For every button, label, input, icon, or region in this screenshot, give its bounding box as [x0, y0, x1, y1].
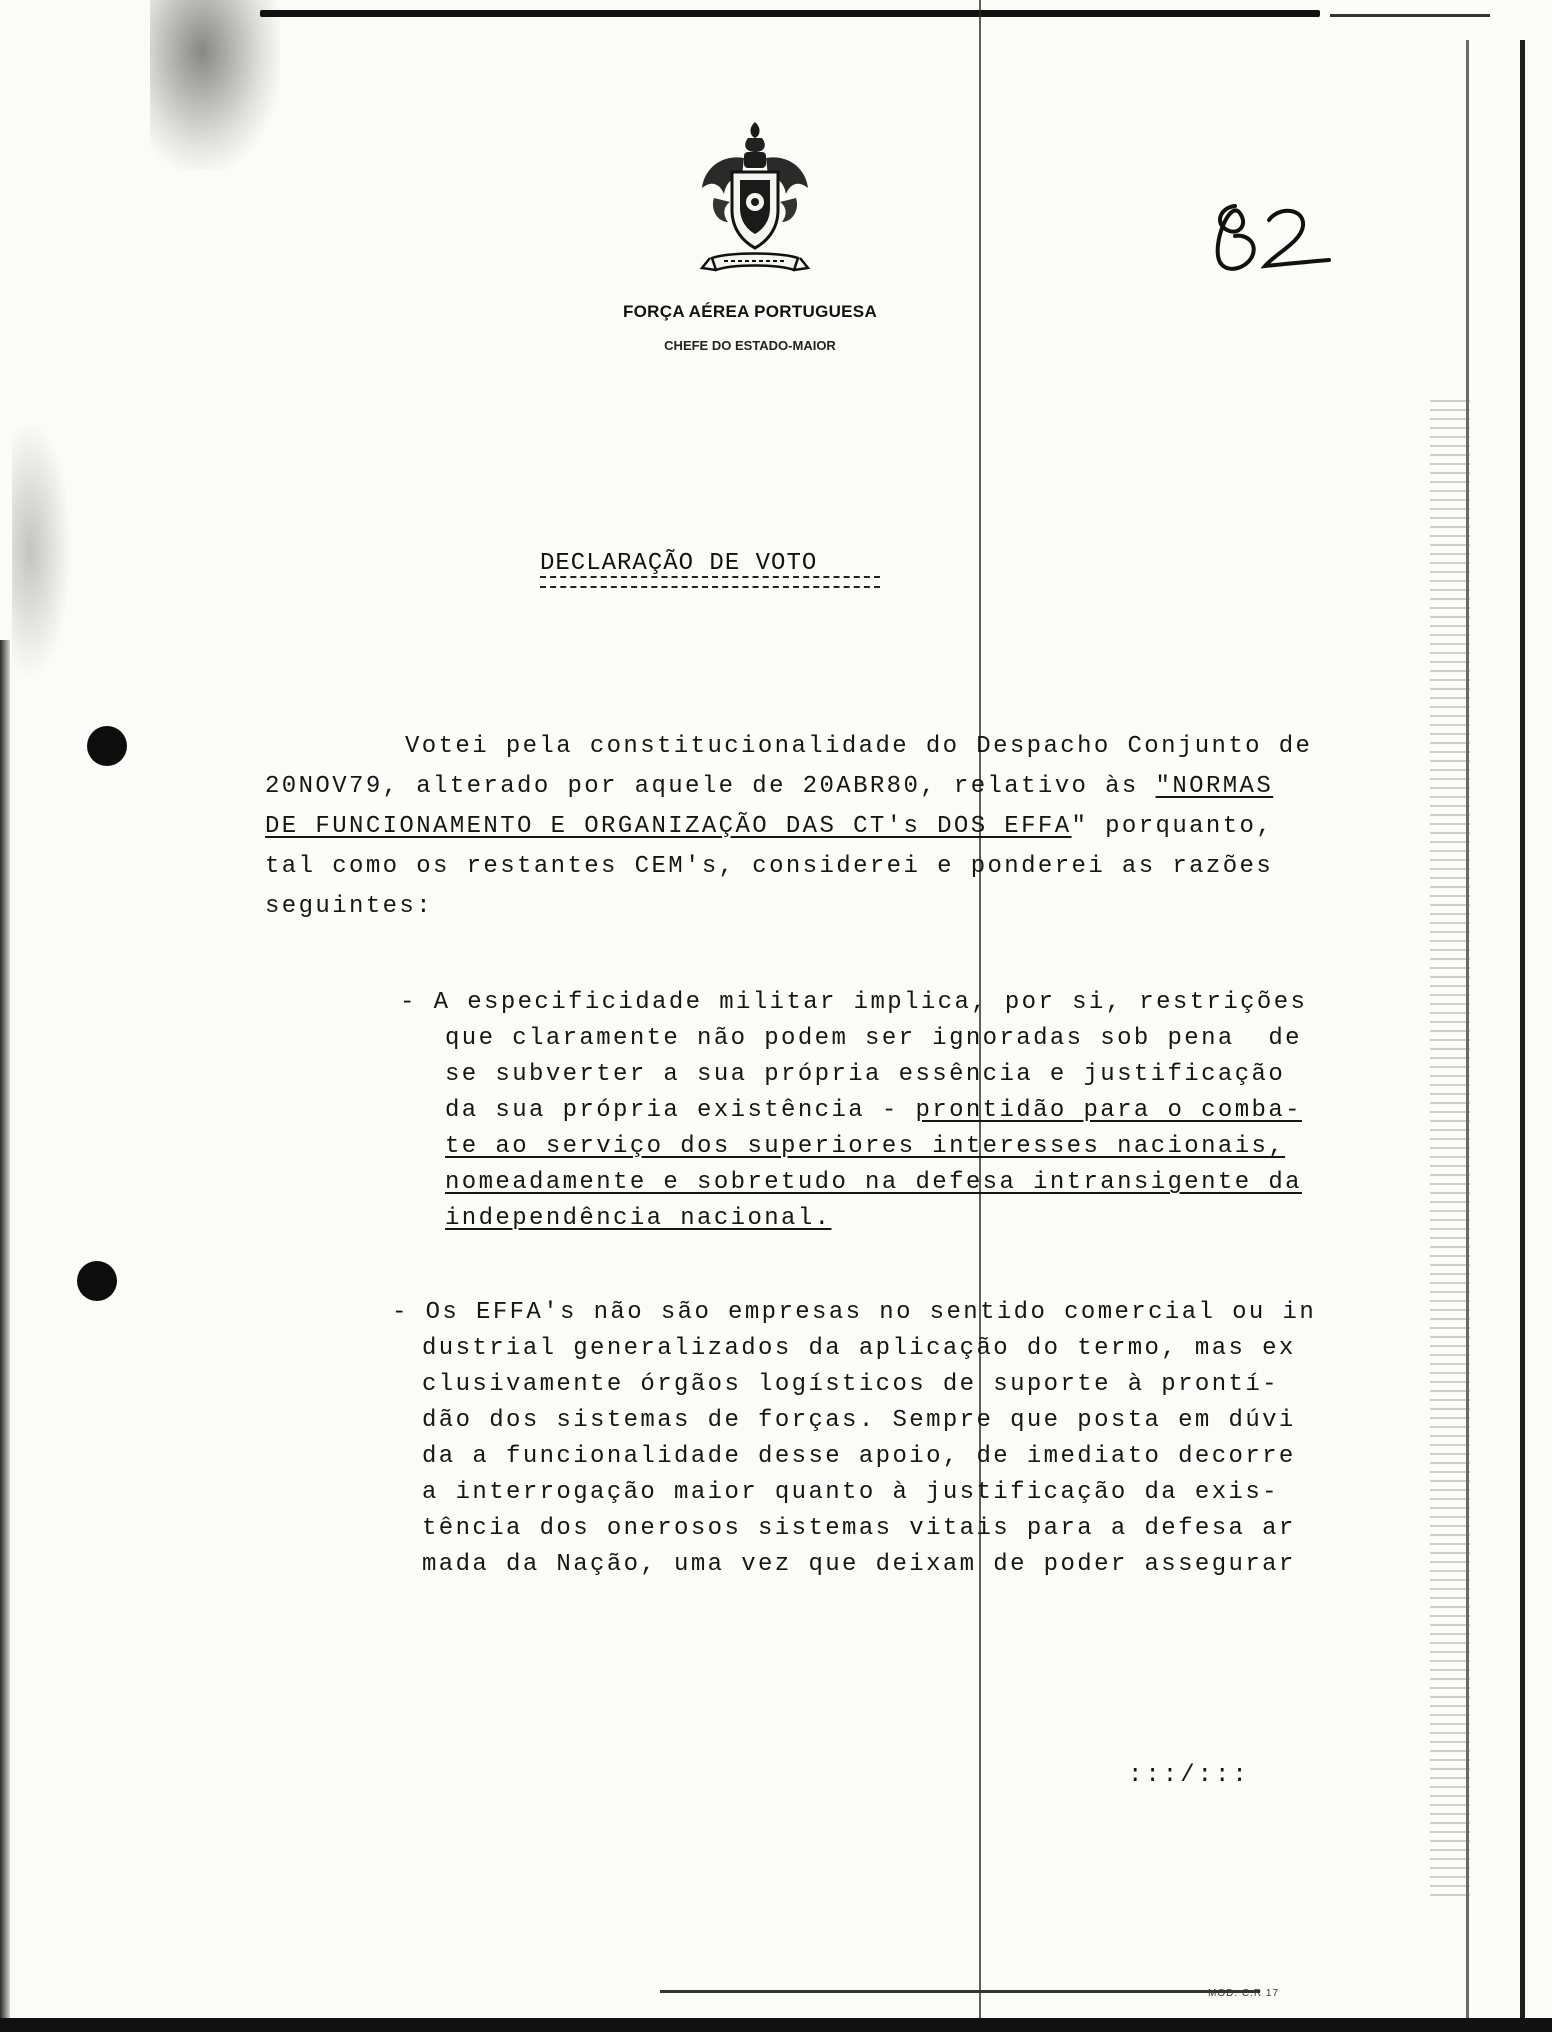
organization-name: FORÇA AÉREA PORTUGUESA: [622, 302, 878, 321]
scan-top-edge-right: [1330, 14, 1490, 17]
item1-line-3: se subverter a sua própria essência e justificação: [445, 1061, 1286, 1088]
item1-line-6: nomeadamente e sobretudo na defesa intransigente da: [445, 1169, 1302, 1196]
intro-line-1: Votei pela constitucionalidade do Despacho Conjunto de: [405, 733, 1313, 760]
item1-line-7: independência nacional.: [445, 1205, 832, 1232]
intro-line-4: tal como os restantes CEM's, considerei e ponderei as razões: [265, 853, 1274, 880]
form-code: MOD. C.R 17: [1208, 1988, 1280, 1999]
scan-left-edge: [0, 640, 10, 2032]
handwritten-page-number: [1205, 198, 1335, 278]
item2-line-1: - Os EFFA's não são empresas no sentido comercial ou in: [392, 1299, 1317, 1326]
intro-line-3-text: " porquanto,: [1071, 813, 1274, 840]
item1-line-4-text: da sua própria existência -: [445, 1097, 916, 1124]
punch-hole: [77, 1261, 117, 1301]
intro-line-3: [265, 812, 1273, 842]
coat-of-arms-icon: [690, 118, 820, 288]
item2-line-8: mada da Nação, uma vez que deixam de poder assegurar: [422, 1551, 1296, 1578]
item2-line-5: da a funcionalidade desse apoio, de imediato decorre: [422, 1443, 1296, 1470]
scan-top-edge: [260, 10, 1320, 17]
scan-bottom-line: [660, 1990, 1260, 1993]
item2-line-7: tência dos onerosos sistemas vitais para a defesa ar: [422, 1515, 1296, 1542]
item1-line-2: que claramente não podem ser ignoradas sob pena de: [445, 1025, 1302, 1052]
normas-title-start: "NORMAS: [1155, 773, 1274, 800]
item1-line-4: [445, 1096, 1302, 1126]
scan-smudge: [150, 0, 280, 170]
organization-subtitle: CHEFE DO ESTADO-MAIOR: [664, 338, 836, 353]
scan-bottom-edge: [0, 2018, 1552, 2032]
continuation-marker: :::/:::: [1128, 1762, 1250, 1789]
title-double-underline: [540, 576, 880, 588]
document-title: DECLARAÇÃO DE VOTO: [540, 550, 818, 577]
scan-right-noise: [1430, 400, 1470, 1900]
intro-line-2: [265, 772, 1273, 802]
item2-line-4: dão dos sistemas de forças. Sempre que posta em dúvi: [422, 1407, 1296, 1434]
item2-line-6: a interrogação maior quanto à justificação da exis-: [422, 1479, 1279, 1506]
item1-line-5: te ao serviço dos superiores interesses nacionais,: [445, 1133, 1286, 1160]
punch-hole: [87, 726, 127, 766]
scan-left-speckle: [12, 420, 72, 680]
item1-line-1: - A especificidade militar implica, por si, restrições: [400, 989, 1308, 1016]
normas-title-end: DE FUNCIONAMENTO E ORGANIZAÇÃO DAS CT's DOS EFFA: [265, 813, 1072, 840]
scan-right-frame-outer: [1520, 40, 1525, 2030]
intro-line-5: seguintes:: [265, 893, 434, 920]
item2-line-2: dustrial generalizados da aplicação do termo, mas ex: [422, 1335, 1296, 1362]
item2-line-3: clusivamente órgãos logísticos de suporte à prontí-: [422, 1371, 1279, 1398]
item1-emphasis-start: prontidão para o comba-: [915, 1097, 1302, 1124]
scan-right-frame-inner: [1466, 40, 1469, 2030]
intro-line-2-text: 20NOV79, alterado por aquele de 20ABR80, relativo às: [265, 773, 1156, 800]
